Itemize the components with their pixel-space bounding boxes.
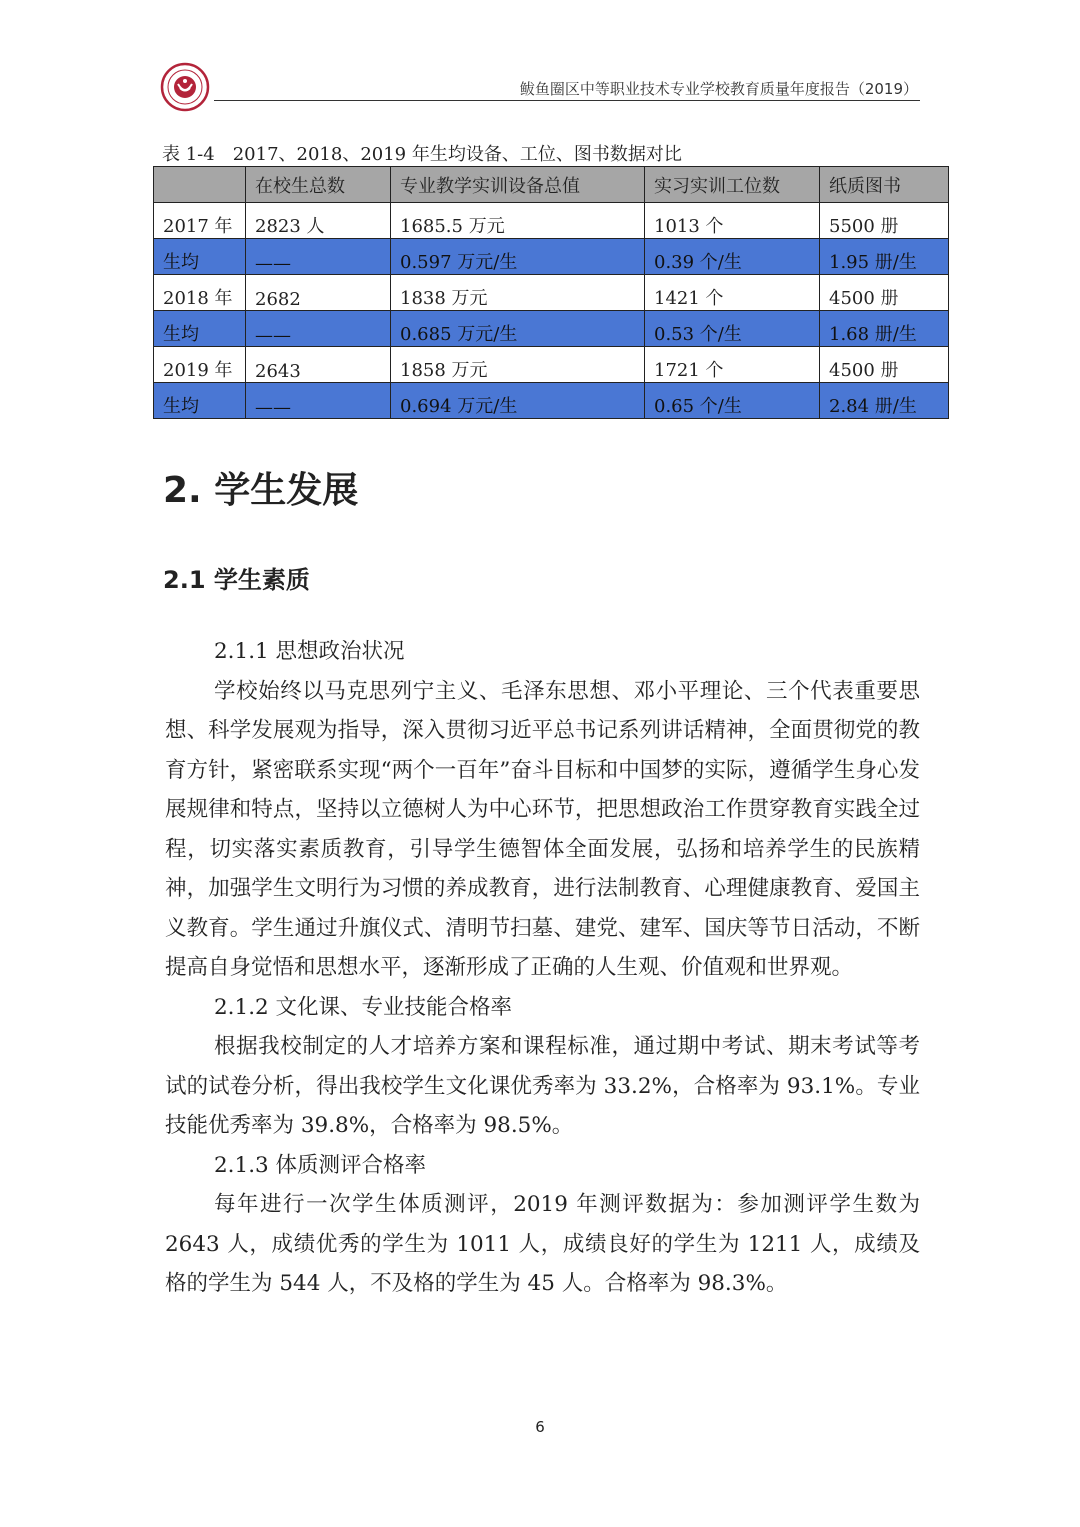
sub-section-heading: 2.1 学生素质 — [163, 566, 310, 594]
table-header-cell — [154, 167, 246, 203]
table-header-cell: 在校生总数 — [246, 167, 391, 203]
table-row — [154, 275, 949, 311]
table-cell: 1838 万元 — [391, 275, 645, 311]
table-cell: 2018 年 — [154, 275, 246, 311]
table-row — [154, 203, 949, 239]
table-cell: 2019 年 — [154, 347, 246, 383]
item-title: 2.1.3 体质测评合格率 — [214, 1152, 427, 1178]
table-caption: 表 1-4 2017、2018、2019 年生均设备、工位、图书数据对比 — [162, 144, 682, 165]
page-number: 6 — [535, 1418, 545, 1436]
table-cell: 1.95 册/生 — [820, 239, 949, 275]
comparison-table — [153, 166, 949, 419]
table-row — [154, 239, 949, 275]
table-cell: 4500 册 — [820, 347, 949, 383]
table-header-row — [154, 167, 949, 203]
school-emblem-icon — [160, 62, 210, 112]
table-row — [154, 347, 949, 383]
table-cell: 生均 — [154, 311, 246, 347]
table-header-cell: 实习实训工位数 — [645, 167, 820, 203]
table-cell: —— — [246, 311, 391, 347]
table-cell: —— — [246, 239, 391, 275]
table-cell: 0.39 个/生 — [645, 239, 820, 275]
item-paragraph: 每年进行一次学生体质测评，2019 年测评数据为：参加测评学生数为 2643 人，成绩优秀的学生为 1011 人，成绩良好的学生为 1211 人，成绩及格的学生为 544 人，不及格的学生为 45 人。合格率为 98.3%。 — [165, 1192, 920, 1296]
table-header-cell: 纸质图书 — [820, 167, 949, 203]
section-heading: 2. 学生发展 — [163, 470, 359, 511]
table-header-cell: 专业教学实训设备总值 — [391, 167, 645, 203]
table-cell: 4500 册 — [820, 275, 949, 311]
body-text — [165, 632, 920, 1304]
table-cell: 0.597 万元/生 — [391, 239, 645, 275]
table-cell: 1721 个 — [645, 347, 820, 383]
table-cell: 1.68 册/生 — [820, 311, 949, 347]
table-cell: 生均 — [154, 239, 246, 275]
table-cell: 2.84 册/生 — [820, 383, 949, 419]
page-header — [160, 62, 920, 112]
table-cell: 2643 — [246, 347, 391, 383]
table-cell: 0.53 个/生 — [645, 311, 820, 347]
table-cell: 1421 个 — [645, 275, 820, 311]
item-title: 2.1.1 思想政治状况 — [214, 639, 405, 664]
table-cell: 5500 册 — [820, 203, 949, 239]
table-cell: 2823 人 — [246, 203, 391, 239]
table-cell: 1685.5 万元 — [391, 203, 645, 239]
header-rule — [214, 100, 920, 101]
item-paragraph: 根据我校制定的人才培养方案和课程标准，通过期中考试、期末考试等考试的试卷分析，得出我校学生文化课优秀率为 33.2%，合格率为 93.1%。专业技能优秀率为 39.8%，合格率为 98.5%。 — [165, 1034, 920, 1138]
table-cell: —— — [246, 383, 391, 419]
table-cell: 1013 个 — [645, 203, 820, 239]
header-title: 鲅鱼圈区中等职业技术专业学校教育质量年度报告（2019） — [519, 80, 918, 98]
table-row — [154, 311, 949, 347]
table-row — [154, 383, 949, 419]
item-paragraph: 学校始终以马克思列宁主义、毛泽东思想、邓小平理论、三个代表重要思想、科学发展观为指导，深入贯彻习近平总书记系列讲话精神，全面贯彻党的教育方针，紧密联系实现“两个一百年”奋斗目标和中国梦的实际，遵循学生身心发展规律和特点，坚持以立德树人为中心环节，把思想政治工作贯穿教育实践全过程，切实落实素质教育，引导学生德智体全面发展，弘扬和培养学生的民族精神，加强学生文明行为习惯的养成教育，进行法制教育、心理健康教育、爱国主义教育。学生通过升旗仪式、清明节扫墓、建党、建军、国庆等节日活动，不断提高自身觉悟和思想水平，逐渐形成了正确的人生观、价值观和世界观。 — [165, 678, 920, 980]
table-cell: 2682 — [246, 275, 391, 311]
table-cell: 0.694 万元/生 — [391, 383, 645, 419]
item-title: 2.1.2 文化课、专业技能合格率 — [214, 994, 513, 1020]
table-cell: 1858 万元 — [391, 347, 645, 383]
table-cell: 2017 年 — [154, 203, 246, 239]
table-cell: 0.685 万元/生 — [391, 311, 645, 347]
table-cell: 0.65 个/生 — [645, 383, 820, 419]
table-cell: 生均 — [154, 383, 246, 419]
